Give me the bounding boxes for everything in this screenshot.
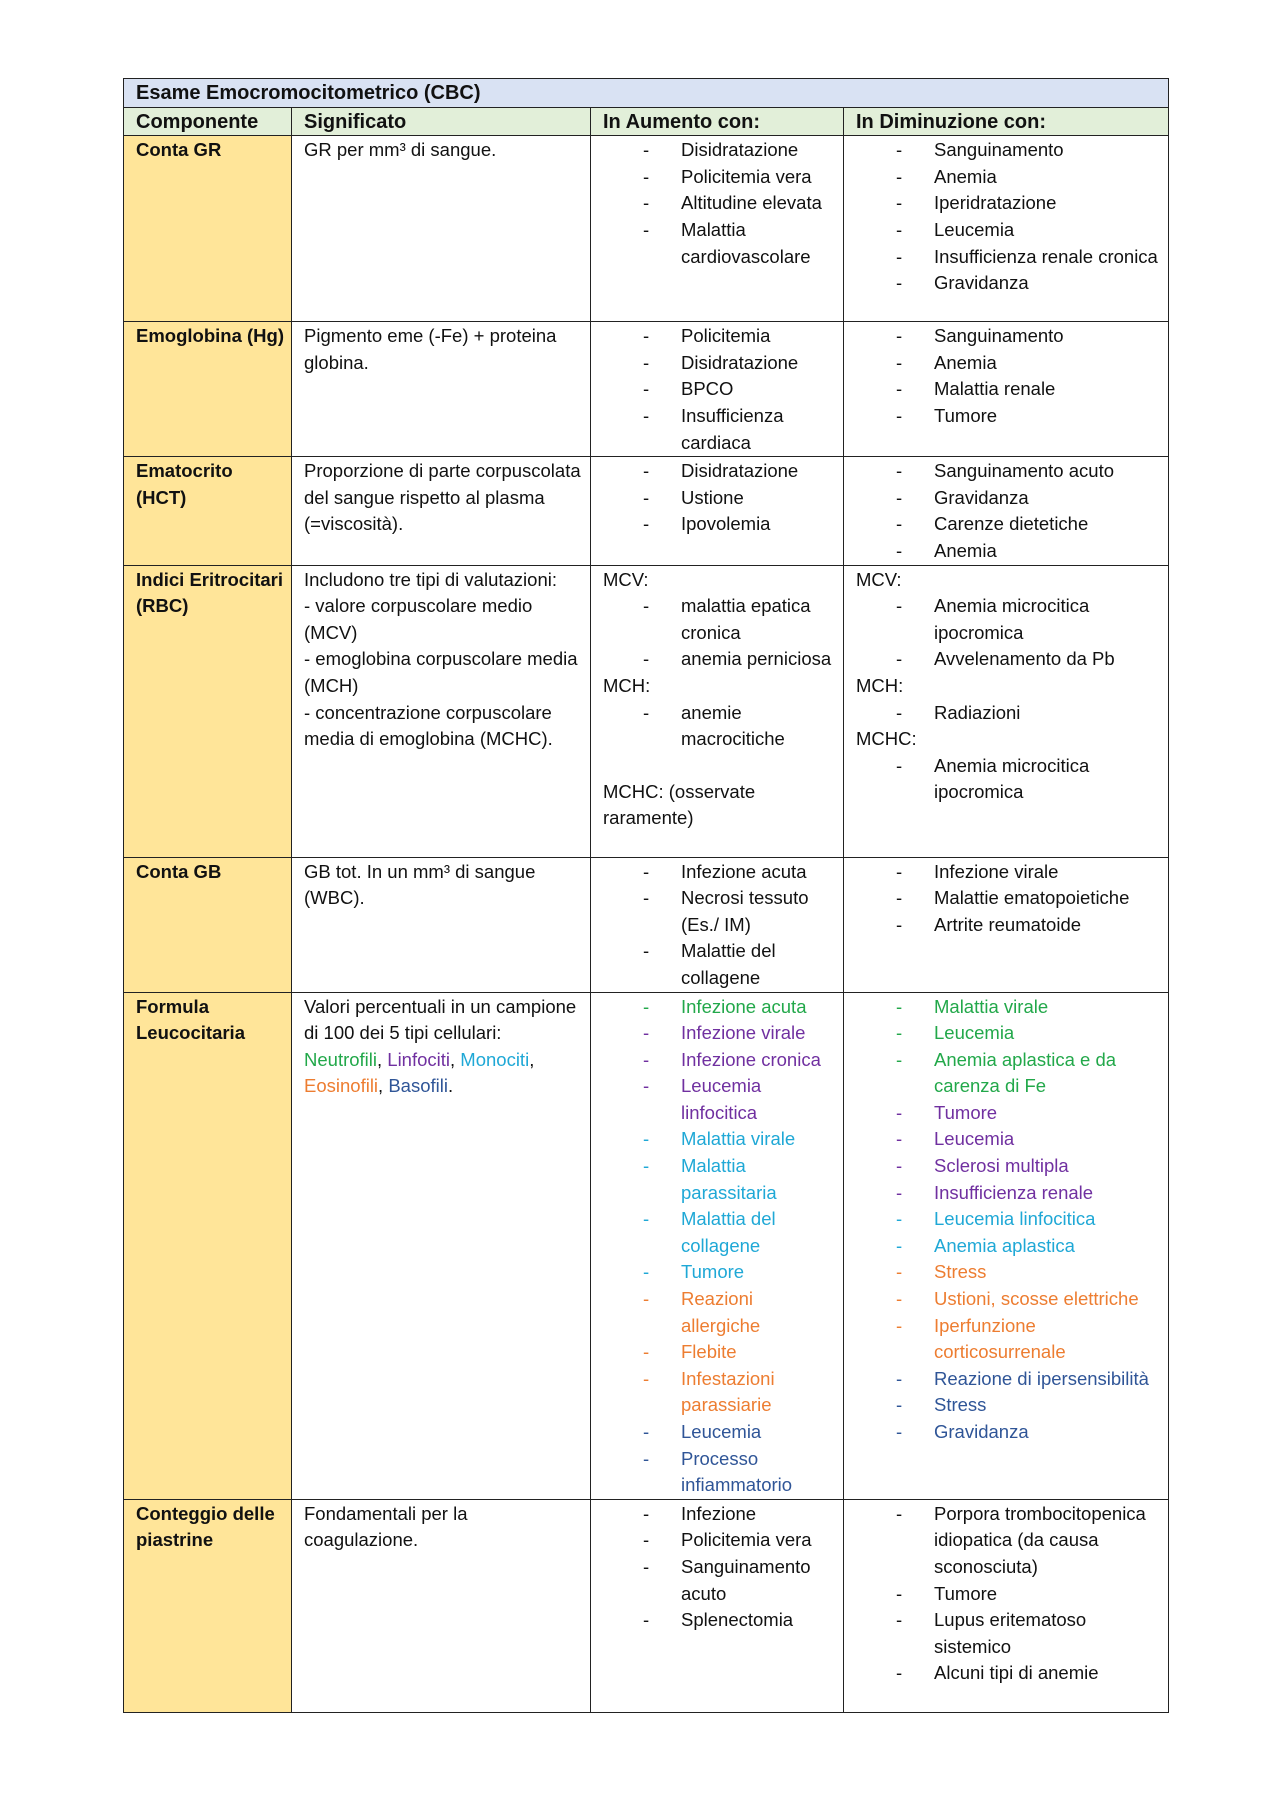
list-item: - Leucemia	[856, 217, 1162, 244]
table-title: Esame Emocromocitometrico (CBC)	[124, 79, 1169, 108]
list-item: - Infezione virale	[603, 1020, 837, 1047]
separator: ,	[529, 1048, 535, 1070]
period: .	[447, 1075, 454, 1097]
meaning-line: - concentrazione corpuscolare media di emoglobina (MCHC).	[304, 701, 553, 750]
list-item: - Reazioni allergiche	[603, 1286, 837, 1339]
list-item: - Sanguinamento	[856, 137, 1162, 164]
header-componente: Componente	[124, 107, 292, 136]
decrease-cell	[844, 457, 1169, 565]
increase-cell	[591, 857, 844, 992]
decrease-cell	[844, 565, 1169, 857]
component-name: Emoglobina (Hg)	[124, 322, 292, 457]
component-name: Formula Leucocitaria	[124, 992, 292, 1499]
row-emoglobina	[124, 322, 1169, 457]
list-item: - Ustione	[603, 485, 837, 512]
list-item: - Malattia del collagene	[603, 1206, 837, 1259]
type-neutrofili: Neutrofili	[304, 1048, 377, 1070]
list-item: - Malattie ematopoietiche	[856, 885, 1162, 912]
meaning-cell: Fondamentali per la coagulazione.	[292, 1499, 591, 1712]
meaning-line: - emoglobina corpuscolare media (MCH)	[304, 648, 578, 696]
header-row	[124, 107, 1169, 136]
component-name: Conta GB	[124, 857, 292, 992]
meaning-line: - valore corpuscolare medio (MCV)	[304, 595, 533, 643]
list-item: - Infezione acuta	[603, 859, 837, 886]
list-item: - Porpora trombocitopenica idiopatica (da causa sconosciuta)	[856, 1501, 1162, 1581]
list-item: - Policitemia	[603, 323, 837, 350]
meaning-line: Includono tre tipi di valutazioni:	[304, 568, 557, 590]
row-conta-gb	[124, 857, 1169, 992]
list-item: - Tumore	[856, 1581, 1162, 1608]
mcv-label: MCV:	[856, 568, 902, 590]
separator: ,	[377, 1048, 383, 1070]
list-item: - Infezione acuta	[603, 994, 837, 1021]
list-item: - Necrosi tessuto (Es./ IM)	[603, 885, 837, 938]
list-item: - Disidratazione	[603, 458, 837, 485]
list-item: - BPCO	[603, 376, 837, 403]
list-item: - Sclerosi multipla	[856, 1153, 1162, 1180]
title-row	[124, 79, 1169, 108]
header-diminuzione: In Diminuzione con:	[844, 107, 1169, 136]
mchc-label: MCHC: (osservate raramente)	[603, 780, 756, 829]
list-item: - Disidratazione	[603, 350, 837, 377]
list-item: - Processo infiammatorio	[603, 1446, 837, 1499]
list-item: - Anemia microcitica ipocromica	[856, 593, 1162, 646]
list-item: - Tumore	[603, 1259, 837, 1286]
list-item: - Insufficienza renale cronica	[856, 244, 1162, 271]
list-item: - Malattia cardiovascolare	[603, 217, 837, 270]
mch-label: MCH:	[603, 674, 651, 696]
meaning-cell: Proporzione di parte corpuscolata del sangue rispetto al plasma (=viscosità).	[292, 457, 591, 565]
list-item: - Anemia aplastica e da carenza di Fe	[856, 1047, 1162, 1100]
list-item: - Sanguinamento acuto	[856, 458, 1162, 485]
list-item: - Infezione virale	[856, 859, 1162, 886]
list-item: - Altitudine elevata	[603, 190, 837, 217]
row-ematocrito	[124, 457, 1169, 565]
list-item: - Gravidanza	[856, 1419, 1162, 1446]
list-item: - Policitemia vera	[603, 1527, 837, 1554]
separator: ,	[378, 1075, 384, 1097]
meaning-cell: GB tot. In un mm³ di sangue (WBC).	[292, 857, 591, 992]
decrease-cell	[844, 857, 1169, 992]
list-item: - Malattia virale	[603, 1126, 837, 1153]
mcv-label: MCV:	[603, 568, 649, 590]
list-item: - Lupus eritematoso sistemico	[856, 1607, 1162, 1660]
increase-cell	[591, 992, 844, 1499]
list-item: - Sanguinamento acuto	[603, 1554, 837, 1607]
list-item: - Insufficienza renale	[856, 1180, 1162, 1207]
header-aumento: In Aumento con:	[591, 107, 844, 136]
list-item: - Gravidanza	[856, 270, 1162, 297]
list-item: - Stress	[856, 1259, 1162, 1286]
list-item: - Radiazioni	[856, 700, 1162, 727]
decrease-cell	[844, 322, 1169, 457]
row-formula-leucocitaria	[124, 992, 1169, 1499]
list-item: - Policitemia vera	[603, 164, 837, 191]
mchc-label: MCHC:	[856, 728, 917, 750]
component-name: Indici Eritrocitari (RBC)	[124, 565, 292, 857]
list-item: - Leucemia	[603, 1419, 837, 1446]
increase-cell	[591, 457, 844, 565]
list-item: - Infestazioni parassiarie	[603, 1366, 837, 1419]
list-item: - Iperidratazione	[856, 190, 1162, 217]
increase-cell	[591, 565, 844, 857]
list-item: - Malattia renale	[856, 376, 1162, 403]
component-name: Ematocrito (HCT)	[124, 457, 292, 565]
list-item: - malattia epatica cronica	[603, 593, 837, 646]
type-linfociti: Linfociti	[387, 1048, 451, 1070]
list-item: - Alcuni tipi di anemie	[856, 1660, 1162, 1687]
list-item: - Anemia	[856, 350, 1162, 377]
component-name: Conteggio delle piastrine	[124, 1499, 292, 1712]
list-item: - Ipovolemia	[603, 511, 837, 538]
list-item: - Malattie del collagene	[603, 938, 837, 991]
list-item: - Anemia aplastica	[856, 1233, 1162, 1260]
decrease-cell	[844, 1499, 1169, 1712]
row-indici-eritrocitari	[124, 565, 1169, 857]
list-item: - Malattia parassitaria	[603, 1153, 837, 1206]
list-item: - Carenze dietetiche	[856, 511, 1162, 538]
list-item: - Reazione di ipersensibilità	[856, 1366, 1162, 1393]
meaning-cell	[292, 565, 591, 857]
list-item: - Tumore	[856, 1100, 1162, 1127]
list-item: - Infezione	[603, 1501, 837, 1528]
list-item: - Sanguinamento	[856, 323, 1162, 350]
list-item: - Infezione cronica	[603, 1047, 837, 1074]
meaning-cell	[292, 992, 591, 1499]
list-item: - Tumore	[856, 403, 1162, 430]
list-item: - Anemia	[856, 538, 1162, 565]
list-item: - Splenectomia	[603, 1607, 837, 1634]
list-item: - Anemia microcitica ipocromica	[856, 753, 1162, 806]
type-monociti: Monociti	[460, 1048, 530, 1070]
list-item: - Anemia	[856, 164, 1162, 191]
list-item: - Avvelenamento da Pb	[856, 646, 1162, 673]
row-conta-gr	[124, 136, 1169, 322]
list-item: - Ustioni, scosse elettriche	[856, 1286, 1162, 1313]
meaning-prefix: Valori percentuali in un campione di 100 dei 5 tipi cellulari:	[304, 995, 577, 1044]
component-name: Conta GR	[124, 136, 292, 322]
list-item: - Leucemia linfocitica	[856, 1206, 1162, 1233]
separator: ,	[450, 1048, 456, 1070]
list-item: - anemie macrocitiche	[603, 700, 837, 753]
decrease-cell	[844, 992, 1169, 1499]
list-item: - Leucemia	[856, 1020, 1162, 1047]
list-item: - Leucemia	[856, 1126, 1162, 1153]
type-eosinofili: Eosinofili	[304, 1075, 379, 1097]
list-item: - Flebite	[603, 1339, 837, 1366]
header-significato: Significato	[292, 107, 591, 136]
list-item: - Disidratazione	[603, 137, 837, 164]
list-item: - Stress	[856, 1392, 1162, 1419]
increase-cell	[591, 1499, 844, 1712]
list-item: - Iperfunzione corticosurrenale	[856, 1313, 1162, 1366]
increase-cell	[591, 322, 844, 457]
list-item: - anemia perniciosa	[603, 646, 837, 673]
list-item: - Malattia virale	[856, 994, 1162, 1021]
list-item: - Leucemia linfocitica	[603, 1073, 837, 1126]
list-item: - Artrite reumatoide	[856, 912, 1162, 939]
increase-cell	[591, 136, 844, 322]
list-item: - Gravidanza	[856, 485, 1162, 512]
type-basofili: Basofili	[388, 1075, 448, 1097]
cbc-table	[123, 78, 1169, 1713]
decrease-cell	[844, 136, 1169, 322]
list-item: - Insufficienza cardiaca	[603, 403, 837, 456]
row-conteggio-piastrine	[124, 1499, 1169, 1712]
meaning-cell: Pigmento eme (-Fe) + proteina globina.	[292, 322, 591, 457]
meaning-cell: GR per mm³ di sangue.	[292, 136, 591, 322]
mch-label: MCH:	[856, 674, 904, 696]
